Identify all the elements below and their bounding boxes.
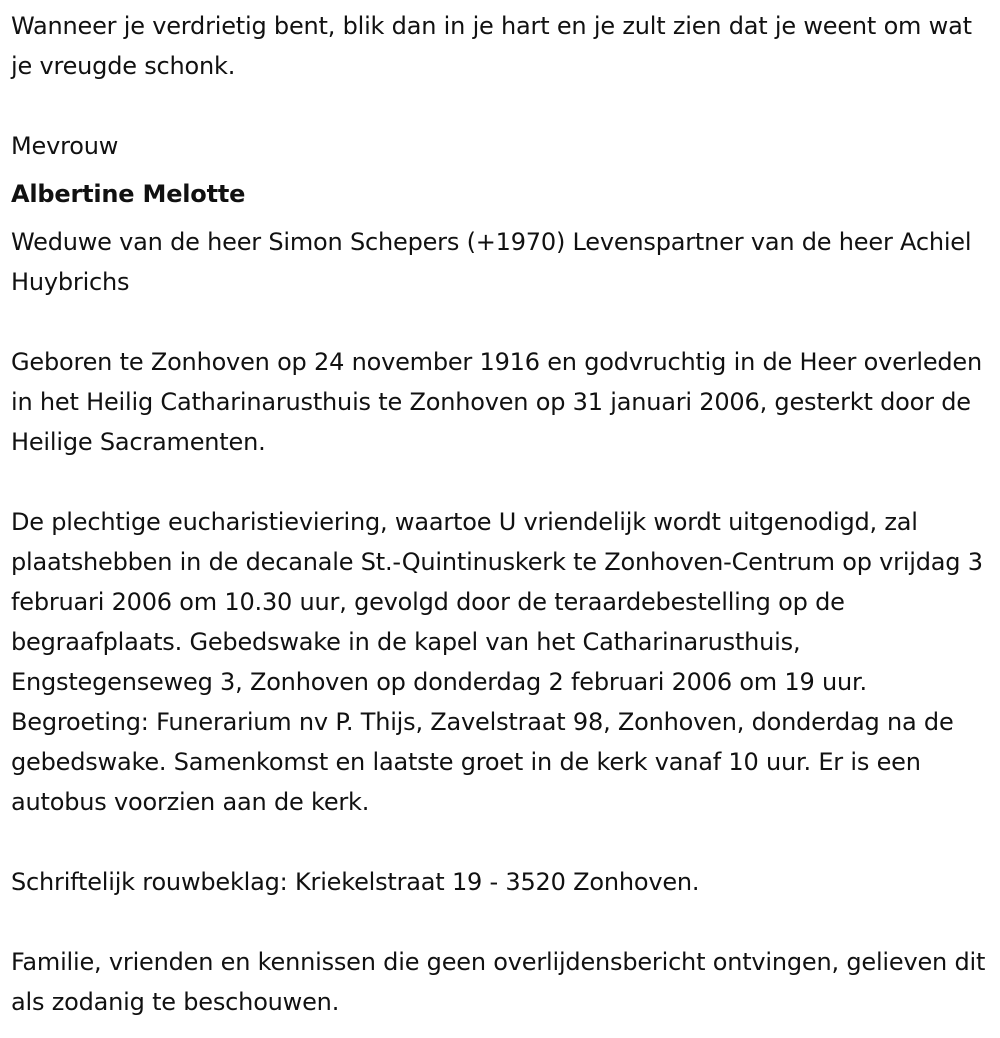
spacer — [11, 902, 990, 942]
condolence-address: Schriftelijk rouwbeklag: Kriekelstraat 19 - 3520 Zonhoven. — [11, 868, 700, 896]
spacer — [11, 822, 990, 862]
spacer — [11, 86, 990, 126]
relation-text: Weduwe van de heer Simon Schepers (+1970) Levenspartner van de heer Achiel Huybrichs — [11, 228, 972, 296]
birth-death-text: Geboren te Zonhoven op 24 november 1916 en godvruchtig in de Heer overleden in het Heilig Catharinarusthuis te Zonhoven op 31 januari 2006, gesterkt door de Heilige Sacramenten. — [11, 348, 982, 456]
closing-text: Familie, vrienden en kennissen die geen overlijdensbericht ontvingen, gelieven dit als zodanig te beschouwen. — [11, 948, 986, 1016]
deceased-name: Albertine Melotte — [11, 180, 246, 208]
ceremony-text: De plechtige eucharistieviering, waartoe U vriendelijk wordt uitgenodigd, zal plaatshebben in de decanale St.-Quintinuskerk te Zonhoven-Centrum op vrijdag 3 februari 2006 om 10.30 uur, gevolgd door de teraardebestelling op de begraafplaats. Gebedswake in de kapel van het Catharinarusthuis, Engstegenseweg 3, Zonhoven op donderdag 2 februari 2006 om 19 uur. Begroeting: Funerarium nv P. Thijs, Zavelstraat 98, Zonhoven, donderdag na de gebedswake. Samenkomst en laatste groet in de kerk vanaf 10 uur. Er is een autobus voorzien aan de kerk. — [11, 508, 983, 816]
opening-quote: Wanneer je verdrietig bent, blik dan in je hart en je zult zien dat je weent om wat je vreugde schonk. — [11, 12, 972, 80]
spacer — [11, 302, 990, 342]
salutation: Mevrouw — [11, 132, 119, 160]
spacer — [11, 462, 990, 502]
